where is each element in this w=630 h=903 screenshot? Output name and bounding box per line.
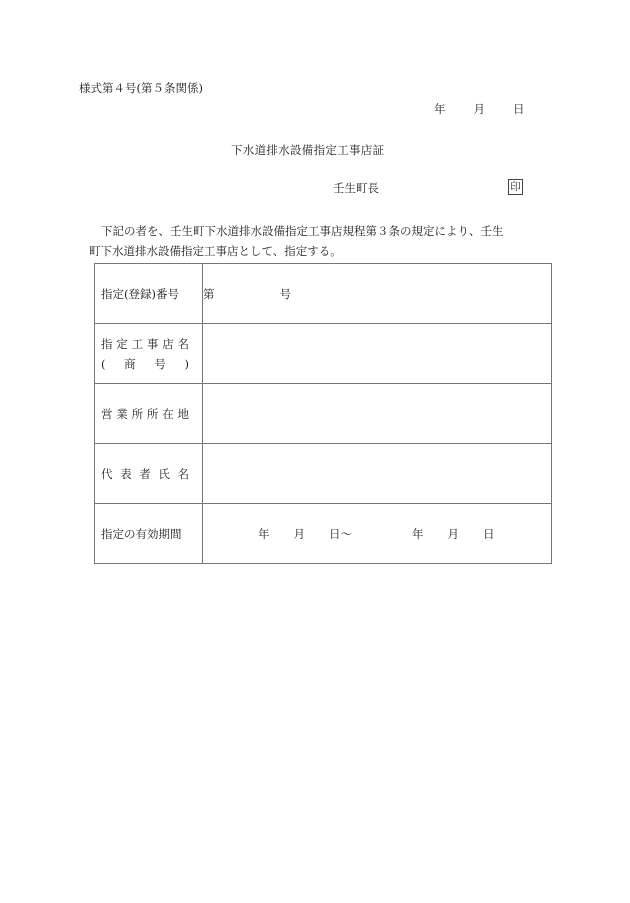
label-registration-number: 指定(登録)番号 bbox=[95, 264, 203, 324]
label-validity-period: 指定の有効期間 bbox=[95, 504, 203, 564]
label-office-address: 営 業 所 所 在 地 bbox=[95, 384, 203, 444]
form-number-label: 様式第４号(第５条関係) bbox=[79, 81, 203, 95]
body-line-2: 町下水道排水設備指定工事店として、指定する。 bbox=[89, 244, 342, 258]
value-shop-name[interactable] bbox=[203, 324, 552, 384]
table-row-shop-name bbox=[95, 324, 552, 384]
number-prefix: 第 bbox=[203, 286, 215, 301]
label-shop-name-line2: ( 商 号 ) bbox=[101, 356, 189, 371]
value-office-address[interactable] bbox=[203, 384, 552, 444]
date-day: 日 bbox=[513, 102, 525, 116]
document-title: 下水道排水設備指定工事店証 bbox=[231, 143, 385, 157]
table-row-representative bbox=[95, 444, 552, 504]
value-registration-number bbox=[203, 264, 552, 324]
date-month: 月 bbox=[473, 102, 485, 116]
issue-date bbox=[434, 101, 525, 117]
body-line-1: 下記の者を、壬生町下水道排水設備指定工事店規程第３条の規定により、壬生 bbox=[101, 224, 504, 238]
number-suffix: 号 bbox=[279, 286, 291, 301]
table-row-number bbox=[95, 264, 552, 324]
label-representative: 代 表 者 氏 名 bbox=[95, 444, 203, 504]
value-validity-period: 年 月 日～ 年 月 日 bbox=[203, 504, 552, 564]
seal-mark: 印 bbox=[508, 179, 523, 195]
date-year: 年 bbox=[434, 102, 446, 116]
issuer-name: 壬生町長 bbox=[333, 181, 379, 195]
certificate-table bbox=[94, 263, 552, 564]
value-representative[interactable] bbox=[203, 444, 552, 504]
label-shop-name bbox=[95, 324, 203, 384]
table-row-office-address bbox=[95, 384, 552, 444]
body-paragraph bbox=[89, 221, 559, 261]
table-row-validity-period bbox=[95, 504, 552, 564]
label-shop-name-line1: 指 定 工 事 店 名 bbox=[101, 336, 189, 351]
